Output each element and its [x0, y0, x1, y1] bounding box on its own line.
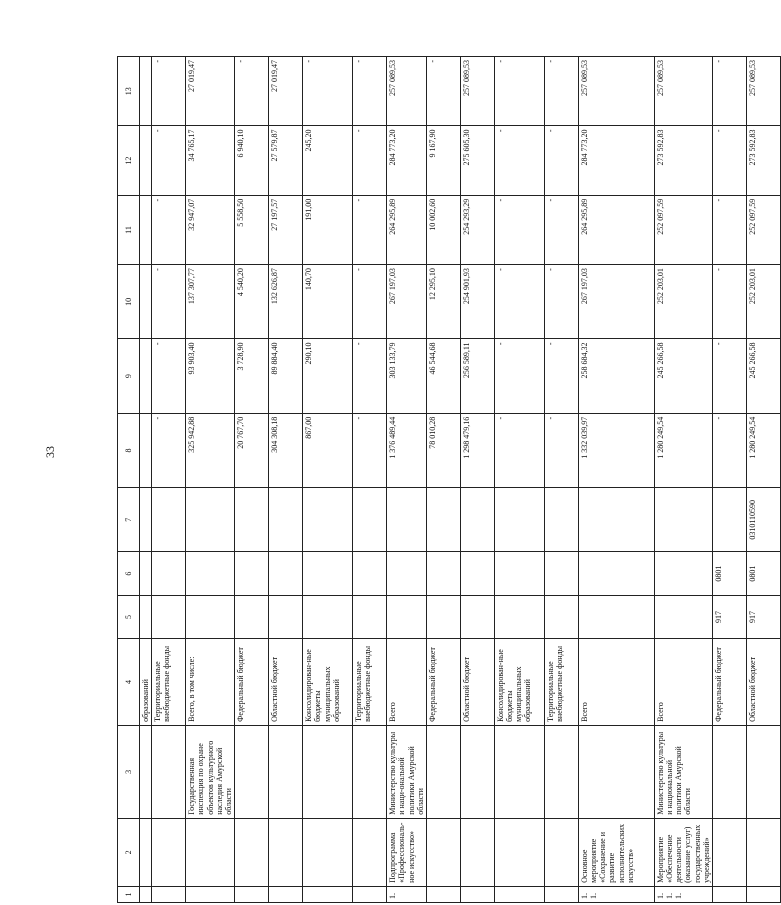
amount-cell: -	[713, 195, 747, 264]
column-number: 7	[118, 488, 140, 552]
amount-cell: 257 089,53	[578, 57, 654, 126]
amount-cell: 284 773,20	[578, 126, 654, 195]
cell-col-5	[235, 595, 269, 638]
cell-col-4: Областной бюджет	[269, 639, 303, 726]
amount-cell: 1 280 249,54	[747, 413, 781, 487]
cell-col-3	[353, 725, 387, 818]
cell-col-4: Всего	[578, 639, 654, 726]
cell-col-1: 1.1.	[578, 886, 654, 902]
cell-col-1	[494, 886, 544, 902]
cell-col-3: Государственная инспекция по охране объектов культурного наследия Амурской области	[186, 725, 235, 818]
amount-cell: 27 579,87	[269, 126, 303, 195]
cell-col-6	[353, 552, 387, 595]
amount-cell: 3 728,90	[235, 339, 269, 413]
amount-cell: 867,00	[303, 413, 353, 487]
table-row	[460, 57, 494, 903]
cell-col-1	[353, 886, 387, 902]
cell-col-1	[713, 886, 747, 902]
cell-col-7	[460, 488, 494, 552]
table-row	[654, 57, 712, 903]
amount-cell: -	[353, 339, 387, 413]
cell-col-5	[353, 595, 387, 638]
amount-cell: 257 089,53	[387, 57, 427, 126]
amount-cell	[140, 339, 152, 413]
cell-col-5	[578, 595, 654, 638]
cell-col-2	[713, 818, 747, 886]
cell-col-7	[426, 488, 460, 552]
cell-col-4: Областной бюджет	[747, 639, 781, 726]
amount-cell: 93 903,40	[186, 339, 235, 413]
cell-col-4: Областной бюджет	[460, 639, 494, 726]
cell-col-7	[713, 488, 747, 552]
table-row	[186, 57, 235, 903]
amount-cell: 245,20	[303, 126, 353, 195]
column-number: 3	[118, 725, 140, 818]
cell-col-4: Территориальные внебюджетные фонды	[152, 639, 186, 726]
cell-col-7	[387, 488, 427, 552]
cell-col-4: образований	[140, 639, 152, 726]
cell-col-7	[186, 488, 235, 552]
amount-cell: 34 765,17	[186, 126, 235, 195]
cell-col-6	[235, 552, 269, 595]
cell-col-6	[654, 552, 712, 595]
cell-col-6	[426, 552, 460, 595]
column-number: 6	[118, 552, 140, 595]
amount-cell: 1 280 249,54	[654, 413, 712, 487]
amount-cell: -	[544, 57, 578, 126]
cell-col-1	[269, 886, 303, 902]
cell-col-4: Всего, в том числе:	[186, 639, 235, 726]
cell-col-7	[494, 488, 544, 552]
table-row	[426, 57, 460, 903]
amount-cell: -	[353, 57, 387, 126]
cell-col-3	[747, 725, 781, 818]
amount-cell: -	[353, 413, 387, 487]
amount-cell: 252 203,01	[654, 265, 712, 339]
amount-cell: 78 010,28	[426, 413, 460, 487]
cell-col-6: 0801	[713, 552, 747, 595]
cell-col-4: Федеральный бюджет	[713, 639, 747, 726]
cell-col-6	[269, 552, 303, 595]
amount-cell: -	[303, 57, 353, 126]
amount-cell: 27 019,47	[269, 57, 303, 126]
cell-col-7	[303, 488, 353, 552]
amount-cell: -	[544, 413, 578, 487]
amount-cell: 258 684,32	[578, 339, 654, 413]
cell-col-7	[269, 488, 303, 552]
cell-col-2	[460, 818, 494, 886]
amount-cell: -	[494, 413, 544, 487]
amount-cell: 89 884,40	[269, 339, 303, 413]
amount-cell	[140, 413, 152, 487]
cell-col-2	[186, 818, 235, 886]
table-row	[387, 57, 427, 903]
amount-cell: 12 295,10	[426, 265, 460, 339]
amount-cell: -	[235, 57, 269, 126]
column-number: 5	[118, 595, 140, 638]
cell-col-4: Территориальные внебюджетные фонды	[353, 639, 387, 726]
table-rotated-container	[117, 56, 757, 903]
cell-col-1	[460, 886, 494, 902]
table-row	[140, 57, 152, 903]
amount-cell: 264 295,89	[578, 195, 654, 264]
cell-col-4: Всего	[654, 639, 712, 726]
cell-col-5	[152, 595, 186, 638]
cell-col-5	[460, 595, 494, 638]
cell-col-1: 1.	[387, 886, 427, 902]
cell-col-2: Мероприятие «Обеспечение деятельности (оказание услуг) государственных учреждений»	[654, 818, 712, 886]
table-row	[713, 57, 747, 903]
cell-col-5	[544, 595, 578, 638]
cell-col-6	[387, 552, 427, 595]
amount-cell: 5 558,50	[235, 195, 269, 264]
amount-cell: -	[544, 126, 578, 195]
cell-col-2	[303, 818, 353, 886]
column-number: 4	[118, 639, 140, 726]
cell-col-6: 0801	[747, 552, 781, 595]
amount-cell: 6 940,10	[235, 126, 269, 195]
cell-col-7	[235, 488, 269, 552]
cell-col-2: Основное мероприятие «Сохранение и развитие исполнительских искусств»	[578, 818, 654, 886]
cell-col-3	[544, 725, 578, 818]
amount-cell: -	[152, 126, 186, 195]
cell-col-1	[426, 886, 460, 902]
cell-col-1	[303, 886, 353, 902]
amount-cell: 140,70	[303, 265, 353, 339]
cell-col-2	[140, 818, 152, 886]
amount-cell: -	[544, 195, 578, 264]
table-row	[303, 57, 353, 903]
cell-col-7	[152, 488, 186, 552]
amount-cell: 273 592,83	[747, 126, 781, 195]
cell-col-3	[426, 725, 460, 818]
cell-col-2	[353, 818, 387, 886]
amount-cell: -	[353, 126, 387, 195]
cell-col-3	[460, 725, 494, 818]
amount-cell: 257 089,53	[747, 57, 781, 126]
amount-cell: 32 947,07	[186, 195, 235, 264]
cell-col-2	[747, 818, 781, 886]
amount-cell: -	[713, 339, 747, 413]
amount-cell: 137 307,77	[186, 265, 235, 339]
amount-cell: 191,00	[303, 195, 353, 264]
cell-col-6	[140, 552, 152, 595]
cell-col-7	[140, 488, 152, 552]
cell-col-6	[578, 552, 654, 595]
cell-col-5	[387, 595, 427, 638]
cell-col-7	[654, 488, 712, 552]
cell-col-1	[235, 886, 269, 902]
cell-col-6	[186, 552, 235, 595]
amount-cell: 132 626,87	[269, 265, 303, 339]
amount-cell: -	[713, 413, 747, 487]
amount-cell: -	[494, 265, 544, 339]
column-number: 11	[118, 195, 140, 264]
amount-cell: 267 197,03	[578, 265, 654, 339]
amount-cell: 9 167,90	[426, 126, 460, 195]
cell-col-2	[426, 818, 460, 886]
cell-col-4: Консолидирован-ные бюджеты муниципальных образований	[303, 639, 353, 726]
amount-cell: 254 901,93	[460, 265, 494, 339]
amount-cell: 290,10	[303, 339, 353, 413]
amount-cell: -	[152, 413, 186, 487]
cell-col-3	[578, 725, 654, 818]
table-row	[578, 57, 654, 903]
column-number: 2	[118, 818, 140, 886]
column-number-row	[118, 57, 140, 903]
budget-table	[117, 56, 781, 903]
cell-col-5: 917	[747, 595, 781, 638]
amount-cell	[140, 126, 152, 195]
cell-col-3	[269, 725, 303, 818]
cell-col-6	[152, 552, 186, 595]
amount-cell: -	[152, 265, 186, 339]
cell-col-4: Консолидирован-ные бюджеты муниципальных образований	[494, 639, 544, 726]
cell-col-7	[544, 488, 578, 552]
amount-cell: 20 767,70	[235, 413, 269, 487]
amount-cell: -	[426, 57, 460, 126]
table-row	[269, 57, 303, 903]
table-row	[235, 57, 269, 903]
cell-col-1	[544, 886, 578, 902]
cell-col-6	[544, 552, 578, 595]
amount-cell: 252 097,59	[747, 195, 781, 264]
amount-cell: -	[494, 126, 544, 195]
table-row	[747, 57, 781, 903]
table-row	[152, 57, 186, 903]
cell-col-3	[713, 725, 747, 818]
amount-cell: 325 942,88	[186, 413, 235, 487]
column-number: 10	[118, 265, 140, 339]
amount-cell: 252 097,59	[654, 195, 712, 264]
cell-col-1	[186, 886, 235, 902]
cell-col-3	[152, 725, 186, 818]
amount-cell: -	[152, 195, 186, 264]
cell-col-7	[353, 488, 387, 552]
table-row	[353, 57, 387, 903]
cell-col-7: 0310110590	[747, 488, 781, 552]
cell-col-6	[494, 552, 544, 595]
cell-col-3	[140, 725, 152, 818]
cell-col-3: Министерство культуры и национальной политики Амурской области	[654, 725, 712, 818]
amount-cell: -	[353, 265, 387, 339]
amount-cell: -	[544, 265, 578, 339]
table-body	[140, 57, 781, 903]
amount-cell: 257 089,53	[654, 57, 712, 126]
cell-col-3	[303, 725, 353, 818]
amount-cell: 267 197,03	[387, 265, 427, 339]
cell-col-3: Министерство культуры и наци-ональной политики Амурской области	[387, 725, 427, 818]
amount-cell: 4 540,20	[235, 265, 269, 339]
cell-col-4: Федеральный бюджет	[235, 639, 269, 726]
cell-col-2	[152, 818, 186, 886]
amount-cell: 257 089,53	[460, 57, 494, 126]
amount-cell: 27 197,57	[269, 195, 303, 264]
amount-cell: 1 298 479,16	[460, 413, 494, 487]
cell-col-2	[269, 818, 303, 886]
column-number: 13	[118, 57, 140, 126]
cell-col-3	[235, 725, 269, 818]
amount-cell: 264 295,89	[387, 195, 427, 264]
amount-cell: -	[494, 339, 544, 413]
cell-col-4: Федеральный бюджет	[426, 639, 460, 726]
cell-col-5	[269, 595, 303, 638]
amount-cell: 46 544,68	[426, 339, 460, 413]
amount-cell: 245 266,58	[747, 339, 781, 413]
cell-col-1	[140, 886, 152, 902]
amount-cell: -	[544, 339, 578, 413]
amount-cell: 10 002,60	[426, 195, 460, 264]
amount-cell: 1 332 039,97	[578, 413, 654, 487]
cell-col-4: Всего	[387, 639, 427, 726]
cell-col-5	[140, 595, 152, 638]
cell-col-5: 917	[713, 595, 747, 638]
amount-cell: 27 019,47	[186, 57, 235, 126]
cell-col-5	[654, 595, 712, 638]
amount-cell: 303 133,79	[387, 339, 427, 413]
column-number: 8	[118, 413, 140, 487]
table-row	[494, 57, 544, 903]
page-number: 33	[43, 446, 57, 458]
amount-cell: 254 293,29	[460, 195, 494, 264]
cell-col-2	[544, 818, 578, 886]
cell-col-5	[303, 595, 353, 638]
cell-col-5	[426, 595, 460, 638]
cell-col-1: 1.1.1.	[654, 886, 712, 902]
amount-cell: 284 773,20	[387, 126, 427, 195]
cell-col-4: Территориальные внебюджетные фонды	[544, 639, 578, 726]
amount-cell: 1 376 489,44	[387, 413, 427, 487]
cell-col-6	[303, 552, 353, 595]
amount-cell: 304 308,18	[269, 413, 303, 487]
column-number: 12	[118, 126, 140, 195]
cell-col-5	[186, 595, 235, 638]
amount-cell: 256 589,11	[460, 339, 494, 413]
amount-cell: -	[713, 57, 747, 126]
column-number: 1	[118, 886, 140, 902]
column-number: 9	[118, 339, 140, 413]
cell-col-7	[578, 488, 654, 552]
cell-col-1	[747, 886, 781, 902]
amount-cell	[140, 265, 152, 339]
amount-cell: -	[494, 57, 544, 126]
amount-cell: 252 203,01	[747, 265, 781, 339]
cell-col-2: Подпрограмма «Профессиональ-ное искусство»	[387, 818, 427, 886]
amount-cell	[140, 57, 152, 126]
amount-cell: -	[353, 195, 387, 264]
amount-cell: 273 592,83	[654, 126, 712, 195]
cell-col-5	[494, 595, 544, 638]
cell-col-1	[152, 886, 186, 902]
table-row	[544, 57, 578, 903]
cell-col-6	[460, 552, 494, 595]
cell-col-3	[494, 725, 544, 818]
amount-cell: -	[152, 57, 186, 126]
amount-cell: 275 605,30	[460, 126, 494, 195]
amount-cell: -	[713, 126, 747, 195]
amount-cell: -	[152, 339, 186, 413]
cell-col-2	[494, 818, 544, 886]
amount-cell: -	[713, 265, 747, 339]
cell-col-2	[235, 818, 269, 886]
amount-cell: -	[494, 195, 544, 264]
amount-cell	[140, 195, 152, 264]
amount-cell: 245 266,58	[654, 339, 712, 413]
